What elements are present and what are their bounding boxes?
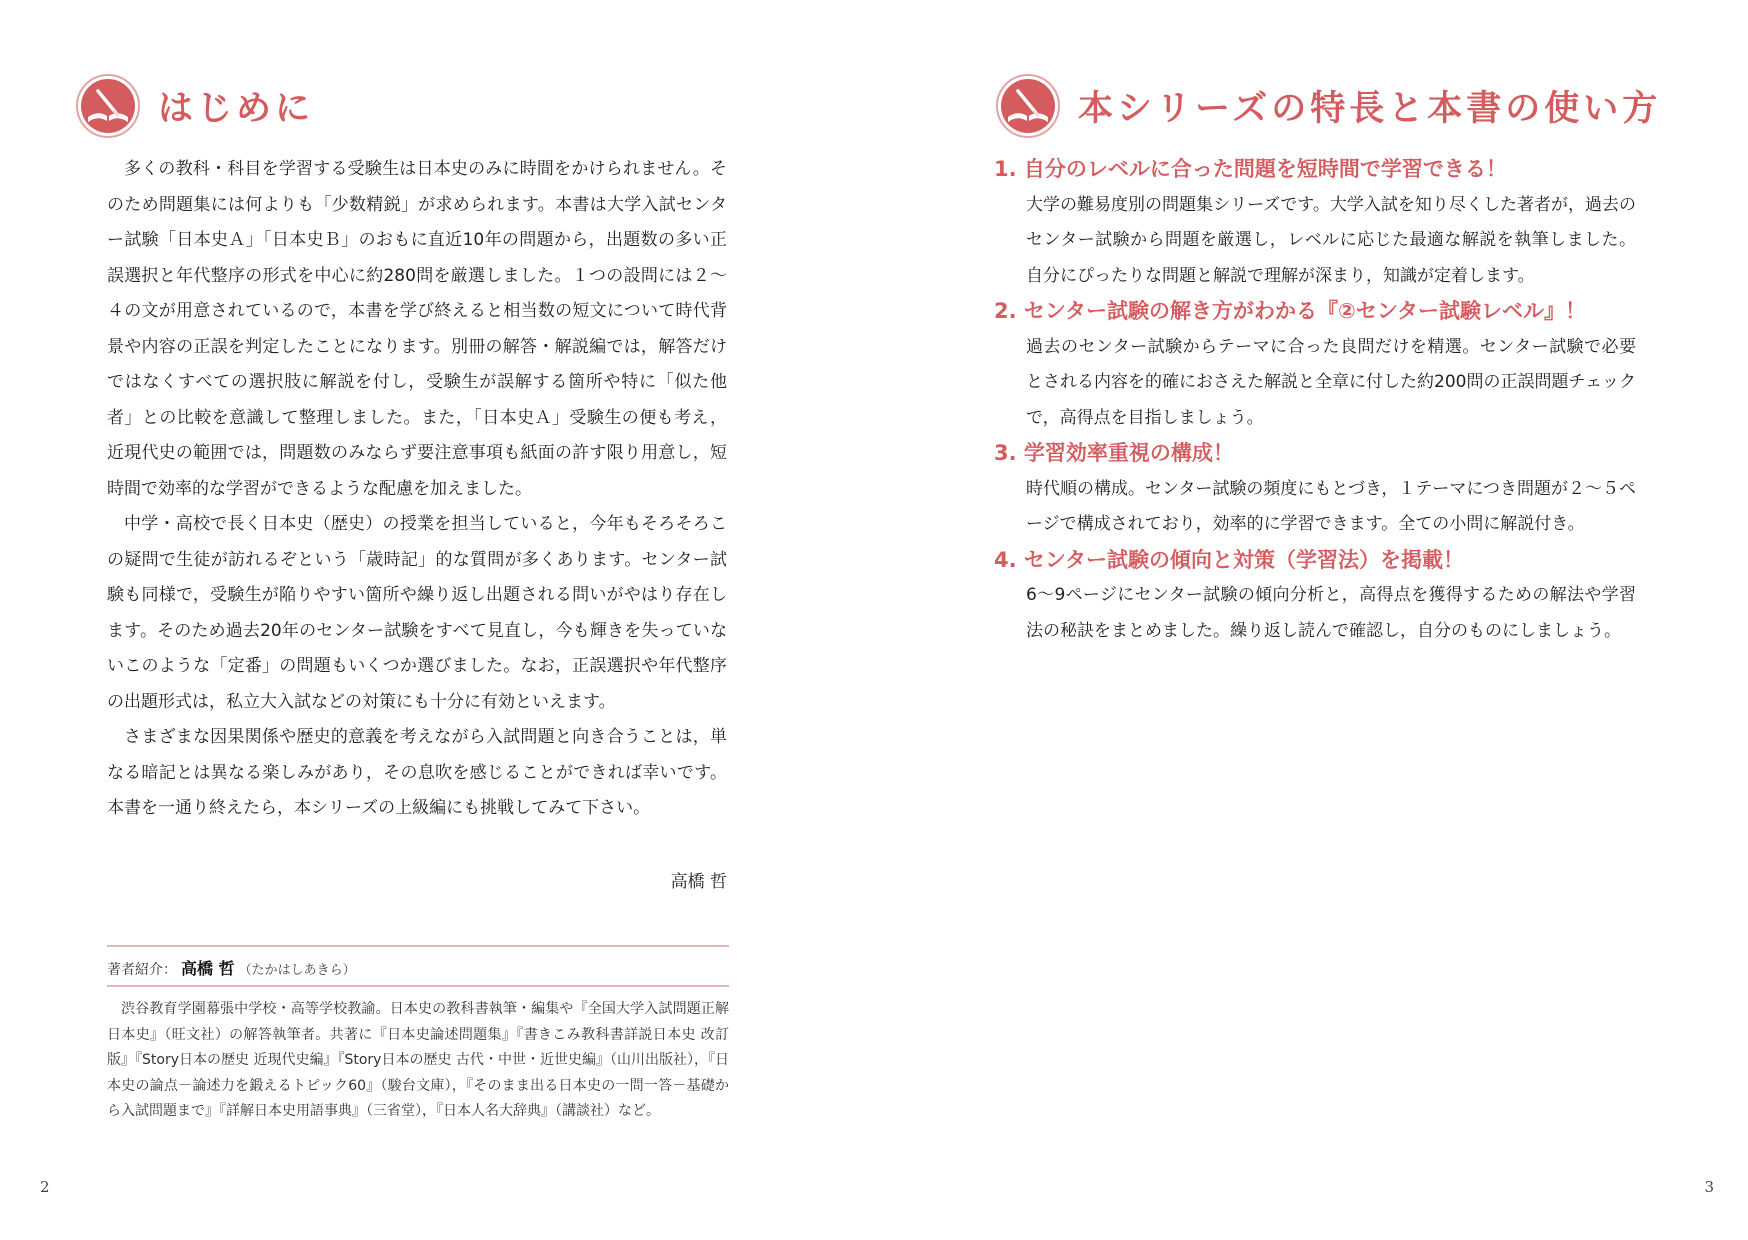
open-book-pen-icon — [996, 74, 1060, 138]
profile-label: 著者紹介： — [107, 962, 177, 978]
intro-paragraph: さまざまな因果関係や歴史的意義を考えながら入試問題と向き合うことは，単なる暗記とは異なる楽しみがあり，その息吹を感じることができれば幸いです。本書を一通り終えたら，本シリーズの上級編にも挑戦してみて下さい。 — [107, 727, 727, 818]
right-page — [874, 0, 1748, 1240]
feature-list — [994, 152, 1636, 649]
intro-paragraph: 多くの教科・科目を学習する受験生は日本史のみに時間をかけられません。そのため問題集には何よりも「少数精鋭」が求められます。本書は大学入試センター試験「日本史Ａ」「日本史Ｂ」のおもに直近10年の問題から，出題数の多い正誤選択と年代整序の形式を中心に約280問を厳選しました。１つの設問には２～４の文が用意されているので，本書を学び終えると相当数の短文について時代背景や内容の正誤を判定したことになります。別冊の解答・解説編では，解答だけではなくすべての選択肢に解説を付し，受験生が誤解する箇所や特に「似た他者」との比較を意識して整理しました。また，「日本史Ａ」受験生の便も考え，近現代史の範囲では，問題数のみならず要注意事項も紙面の許す限り用意し，短時間で効率的な学習ができるような配慮を加えました。 — [107, 159, 727, 499]
profile-name: 高橋 哲 — [181, 959, 235, 978]
page-number-left: 2 — [40, 1178, 50, 1196]
page-number-right: 3 — [1704, 1178, 1714, 1196]
open-book-pen-icon — [76, 74, 140, 138]
profile-kana: （たかはしあきら） — [238, 963, 356, 978]
feature-title: 1. 自分のレベルに合った問題を短時間で学習できる！ — [994, 157, 1507, 181]
intro-body — [107, 152, 727, 827]
profile-text: 渋谷教育学園幕張中学校・高等学校教諭。日本史の教科書執筆・編集や『全国大学入試問題正解 日本史』（旺文社）の解答執筆者。共著に『日本史論述問題集』『書きこみ教科書詳説日本史 改訂版』『Story日本の歴史 近現代史編』『Story日本の歴史 古代・中世・近世史編』（山川出版社），『日本史の論点－論述力を鍛えるトピック60』（駿台文庫），『そのまま出る日本史の一問一答－基礎から入試問題まで』『詳解日本史用語事典』（三省堂），『日本人名大辞典』（講談社）など。 — [107, 1001, 729, 1119]
feature-title: 4. センター試験の傾向と対策（学習法）を掲載！ — [994, 547, 1465, 572]
features-heading — [996, 74, 1661, 138]
feature-title: 2. センター試験の解き方がわかる『②センター試験レベル』！ — [994, 299, 1586, 323]
features-title: 本シリーズの特長と本書の使い方 — [1078, 89, 1662, 129]
intro-paragraph: 中学・高校で長く日本史（歴史）の授業を担当していると，今年もそろそろこの疑問で生徒が訪れるぞという「歳時記」的な質問が多くあります。センター試験も同様で，受験生が陥りやすい箇所や繰り返し出題される問いがやはり存在します。そのため過去20年のセンター試験をすべて見直し，今も輝きを失っていないこのような「定番」の問題もいくつか選びました。なお，正誤選択や年代整序の出題形式は，私立大入試などの対策にも十分に有効といえます。 — [107, 514, 727, 712]
feature-item — [994, 152, 1636, 294]
intro-heading — [76, 74, 314, 138]
feature-body: 時代順の構成。センター試験の頻度にもとづき，１テーマにつき問題が２～５ページで構成されており，効率的に学習できます。全ての小問に解説付き。 — [1026, 478, 1636, 534]
feature-body: 6～9ページにセンター試験の傾向分析と，高得点を獲得するための解法や学習法の秘訣をまとめました。繰り返し読んで確認し，自分のものにしましょう。 — [1026, 585, 1636, 641]
profile-header — [107, 947, 729, 985]
feature-item — [994, 294, 1636, 436]
author-signature: 高橋 哲 — [670, 872, 727, 892]
feature-title: 3. 学習効率重視の構成！ — [994, 441, 1234, 465]
author-profile — [107, 945, 729, 1125]
feature-item — [994, 436, 1636, 543]
intro-title: はじめに — [158, 89, 315, 129]
feature-body: 大学の難易度別の問題集シリーズです。大学入試を知り尽くした著者が，過去のセンター試験から問題を厳選し，レベルに応じた最適な解説を執筆しました。自分にぴったりな問題と解説で理解が深まり，知識が定着します。 — [1026, 194, 1636, 286]
feature-body: 過去のセンター試験からテーマに合った良問だけを精選。センター試験で必要とされる内容を的確におさえた解説と全章に付した約200問の正誤問題チェックで，高得点を目指しましょう。 — [1026, 336, 1636, 428]
feature-item — [994, 543, 1636, 650]
